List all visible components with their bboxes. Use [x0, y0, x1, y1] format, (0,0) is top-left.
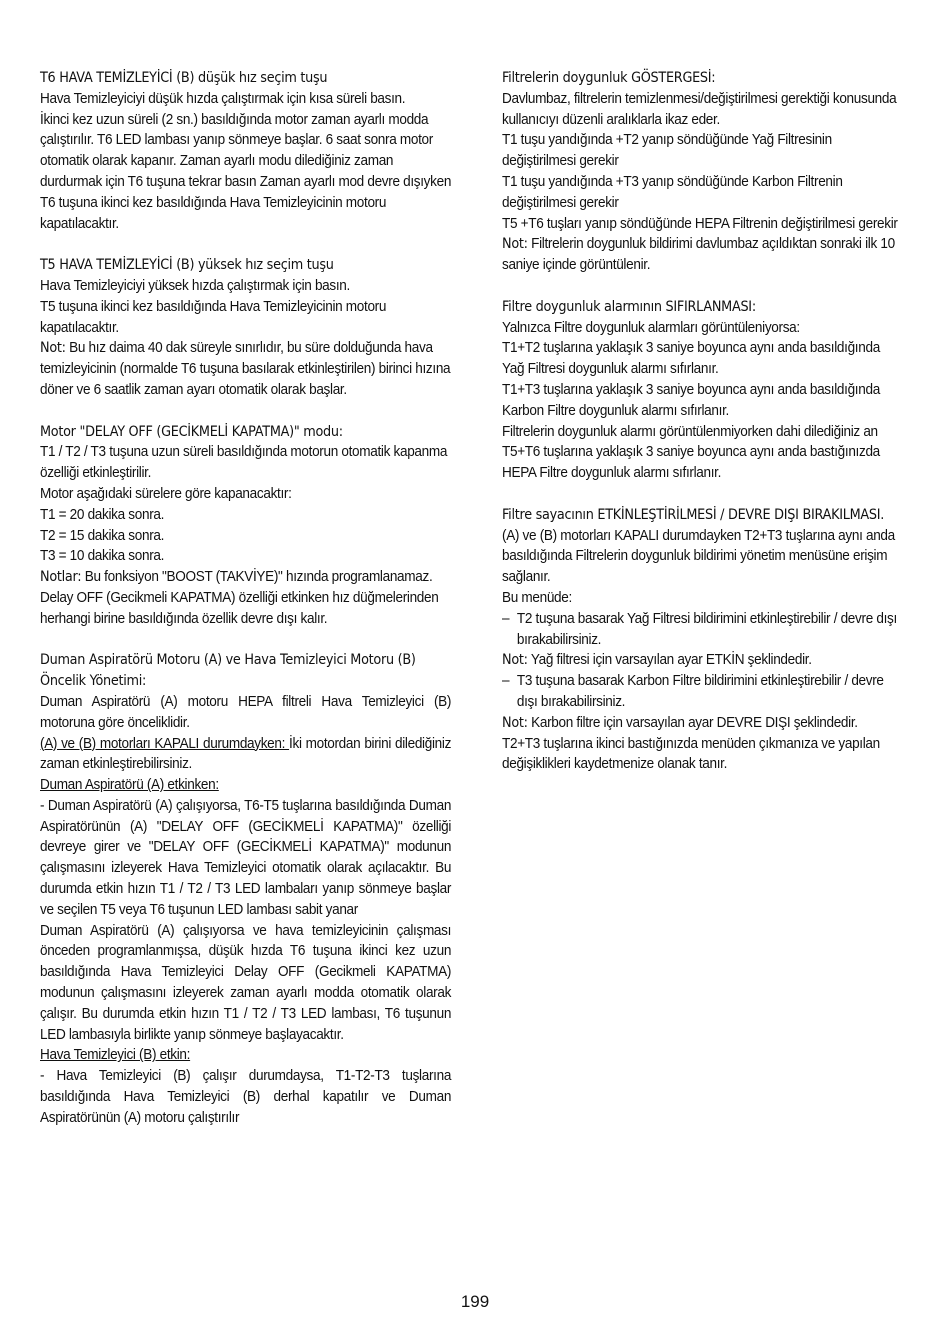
- priority-paragraph-1: Duman Aspiratörü (A) motoru HEPA filtreli Hava Temizleyici (B) motoruna göre önceliklidir.: [40, 693, 452, 731]
- delay-off-heading: Motor "DELAY OFF (GECİKMELİ KAPATMA)" modu:: [40, 423, 343, 440]
- delay-off-paragraph-2: Motor aşağıdaki sürelere göre kapanacaktır:: [40, 485, 292, 502]
- filter-indicator-paragraph-2: T1 tuşu yandığında +T2 yanıp söndüğünde Yağ Filtresinin değiştirilmesi gerekir: [502, 132, 832, 170]
- delay-off-note-label: Notlar:: [40, 569, 82, 586]
- filter-counter-heading: Filtre sayacının ETKİNLEŞTİRİLMESİ / DEVRE DIŞI BIRAKILMASI.: [502, 506, 885, 523]
- alarm-reset-paragraph-1: Yalnızca Filtre doygunluk alarmları görüntüleniyorsa:: [502, 319, 800, 336]
- priority-heading: Duman Aspiratörü Motoru (A) ve Hava Temizleyici Motoru (B) Öncelik Yönetimi:: [40, 652, 416, 690]
- t6-paragraph-1: Hava Temizleyiciyi düşük hızda çalıştırmak için kısa süreli basın.: [40, 90, 406, 107]
- priority-paragraph-7: - Hava Temizleyici (B) çalışır durumdaysa, T1-T2-T3 tuşlarına basıldığında Hava Temizleyici (B) derhal kapatılır ve Duman Aspiratörünün (A) motoru çalıştırılır: [40, 1068, 452, 1126]
- alarm-reset-heading: Filtre doygunluk alarmının SIFIRLANMASI:: [502, 298, 756, 315]
- delay-off-note-text: Bu fonksiyon "BOOST (TAKVİYE)" hızında programlanamaz. Delay OFF (Gecikmeli KAPATMA) özelliği etkinken hız düğmelerinden herhangi birine basıldığında özellik devre dışı kalır.: [40, 569, 439, 627]
- t5-note: [40, 338, 451, 400]
- priority-paragraph-5: Duman Aspiratörü (A) çalışıyorsa ve hava temizleyicinin çalışması önceden programlanmışsa, düşük hızda T6 tuşuna ikinci kez uzun basıldığında Hava Temizleyici Delay OFF (Gecikmeli KAPATMA) modunun çalışmasını izleyerek zaman ayarlı modda otomatik olarak çalışır. Bu durumda etkin hızın T1 / T2 / T3 LED lambası, T6 tuşunun LED lambasıyla birlikte yanıp sönmeye başlayacaktır.: [40, 922, 452, 1043]
- delay-off-t3: T3 = 10 dakika sonra.: [40, 548, 165, 565]
- delay-off-note: [40, 567, 451, 629]
- filter-counter-note-2: [502, 713, 904, 734]
- filter-counter-note-1: [502, 650, 904, 671]
- filter-counter-note-2-label: Not:: [502, 714, 528, 731]
- t5-heading: T5 HAVA TEMİZLEYİCİ (B) yüksek hız seçim tuşu: [40, 257, 334, 274]
- t5-paragraph-2: T5 tuşuna ikinci kez basıldığında Hava Temizleyicinin motoru kapatılacaktır.: [40, 298, 387, 336]
- delay-off-paragraph-1: T1 / T2 / T3 tuşuna uzun süreli basıldığında motorun otomatik kapanma özelliği etkinleştirilir.: [40, 444, 448, 482]
- motors-off-text: İki motordan birini dilediğiniz zaman etkinleştirebilirsiniz.: [40, 735, 452, 773]
- priority-section: [40, 650, 451, 1128]
- filter-indicator-note-text: Filtrelerin doygunluk bildirimi davlumbaz açıldıktan sonraki ilk 10 saniye içinde görüntülenir.: [502, 236, 895, 274]
- alarm-reset-section: [502, 297, 904, 484]
- filter-indicator-section: [502, 68, 904, 276]
- delay-off-t1: T1 = 20 dakika sonra.: [40, 506, 165, 523]
- t6-paragraph-2: İkinci kez uzun süreli (2 sn.) basıldığında motor zaman ayarlı modda çalıştırılır. T6 LED lambası yanıp sönmeye başlar. 6 saat sonra motor otomatik olarak kapanır. Zaman ayarlı modu dilediğiniz zaman durdurmak için T6 tuşuna tekrar basın Zaman ayarlı mod devre dışıyken T6 tuşuna ikinci kez basıldığında Hava Temizleyicinin motoru kapatılacaktır.: [40, 111, 452, 232]
- filter-indicator-paragraph-3: T1 tuşu yandığında +T3 yanıp söndüğünde Karbon Filtrenin değiştirilmesi gerekir: [502, 173, 843, 211]
- list-item: – T2 tuşuna basarak Yağ Filtresi bildirimini etkinleştirebilir / devre dışı bırakabilirsiniz.: [502, 609, 904, 651]
- priority-paragraph-2: [40, 734, 451, 776]
- delay-off-section: [40, 422, 451, 630]
- priority-paragraph-4: - Duman Aspiratörü (A) çalışıyorsa, T6-T5 tuşlarına basıldığında Duman Aspiratörünün (A) "DELAY OFF (GECİKMELİ KAPATMA)" özelliği devreye girer ve "DELAY OFF (GECİKMELİ KAPATMA)" modunun çalışmasını izleyerek Hava Temizleyici otomatik olarak açılacaktır. Bu durumda etkin hızın T1 / T2 / T3 LED lambaları yanıp sönmeye başlar ve seçilen T5 veya T6 tuşunun LED lambası sabit yanar: [40, 797, 452, 918]
- t5-note-text: Bu hız daima 40 dak süreyle sınırlıdır, bu süre dolduğunda hava temizleyicinin (normalde T6 tuşuna basılarak etkinleştirilen) birinci hızına döner ve 6 saatlik zaman ayarı otomatik olarak başlar.: [40, 340, 451, 398]
- page-number: 199: [460, 1292, 490, 1311]
- list-item: – T3 tuşuna basarak Karbon Filtre bildirimini etkinleştirebilir / devre dışı bırakabilirsiniz.: [502, 671, 904, 713]
- filter-counter-paragraph-2: Bu menüde:: [502, 589, 572, 606]
- filter-counter-paragraph-1: (A) ve (B) motorları KAPALI durumdayken T2+T3 tuşlarına aynı anda basıldığında Filtrelerin doygunluk bildirimi yönetim menüsüne erişim sağlanır.: [502, 527, 895, 586]
- left-column: [40, 68, 451, 1149]
- filter-counter-note-2-text: Karbon filtre için varsayılan ayar DEVRE DIŞI şeklindedir.: [527, 714, 858, 731]
- t5-section: [40, 255, 451, 401]
- filter-indicator-paragraph-4: T5 +T6 tuşları yanıp söndüğünde HEPA Filtrenin değiştirilmesi gerekir: [502, 215, 898, 232]
- filter-indicator-note-label: Not:: [502, 236, 528, 253]
- filter-counter-list-1: [502, 609, 904, 651]
- motors-off-subheading: (A) ve (B) motorları KAPALI durumdayken:: [40, 735, 290, 752]
- cleaner-active-subheading: Hava Temizleyici (B) etkin:: [40, 1047, 191, 1064]
- filter-indicator-paragraph-1: Davlumbaz, filtrelerin temizlenmesi/değiştirilmesi gerektiği konusunda kullanıcıyı düzenli aralıklarla ikaz eder.: [502, 90, 897, 128]
- filter-counter-list-2: [502, 671, 904, 713]
- alarm-reset-paragraph-2: T1+T2 tuşlarına yaklaşık 3 saniye boyunca aynı anda basıldığında Yağ Filtresi doygunluk alarmı sıfırlanır.: [502, 340, 880, 378]
- filter-counter-note-1-text: Yağ filtresi için varsayılan ayar ETKİN şeklindedir.: [527, 652, 812, 669]
- filter-counter-paragraph-3: T2+T3 tuşlarına ikinci bastığınızda menüden çıkmanıza ve yapılan değişiklikleri kaydetmenize olanak tanır.: [502, 735, 880, 773]
- filter-counter-note-1-label: Not:: [502, 652, 528, 669]
- t6-heading: T6 HAVA TEMİZLEYİCİ (B) düşük hız seçim tuşu: [40, 70, 328, 86]
- filter-indicator-note: [502, 234, 904, 276]
- alarm-reset-paragraph-4: Filtrelerin doygunluk alarmı görüntülenmiyorken dahi dilediğiniz an T5+T6 tuşlarına yaklaşık 3 saniye boyunca aynı anda bastığınızda HEPA Filtre doygunluk alarmı sıfırlanır.: [502, 423, 880, 482]
- t5-paragraph-1: Hava Temizleyiciyi yüksek hızda çalıştırmak için basın.: [40, 277, 350, 294]
- t5-note-label: Not:: [40, 340, 66, 357]
- alarm-reset-paragraph-3: T1+T3 tuşlarına yaklaşık 3 saniye boyunca aynı anda basıldığında Karbon Filtre doygunluk alarmı sıfırlanır.: [502, 381, 880, 419]
- filter-indicator-heading: Filtrelerin doygunluk GÖSTERGESİ:: [502, 70, 716, 86]
- right-column: [502, 68, 904, 796]
- filter-counter-section: [502, 505, 904, 775]
- delay-off-t2: T2 = 15 dakika sonra.: [40, 527, 165, 544]
- t6-section: [40, 68, 451, 234]
- aspirator-active-subheading: Duman Aspiratörü (A) etkinken:: [40, 777, 219, 794]
